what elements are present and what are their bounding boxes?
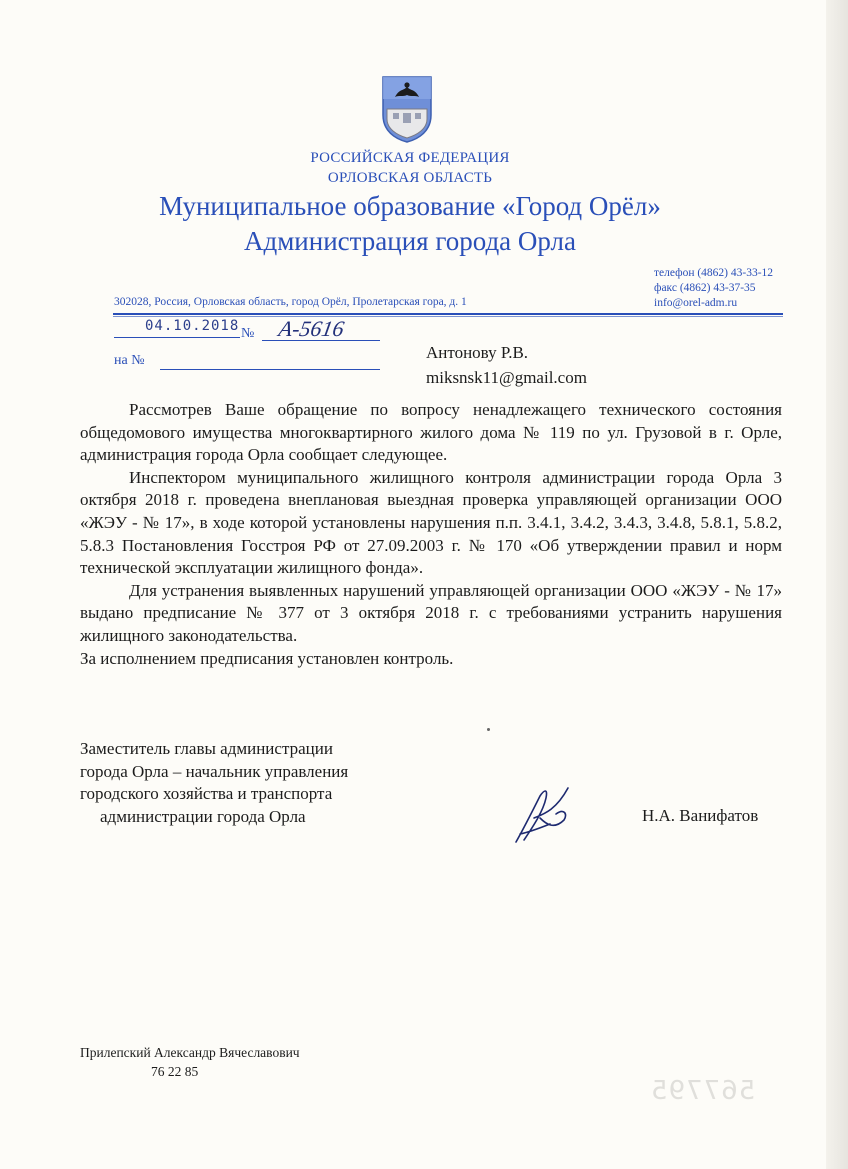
municipality-title: Муниципальное образование «Город Орёл»	[159, 191, 661, 221]
phone-line: телефон (4862) 43-33-12	[654, 267, 774, 279]
signatory-title-line: города Орла – начальник управления	[80, 761, 349, 781]
email-line: info@orel-adm.ru	[654, 297, 738, 309]
signer-name: Н.А. Ванифатов	[642, 806, 759, 825]
bleed-through-number: 567795	[650, 1076, 756, 1106]
handwritten-signature	[510, 784, 574, 846]
body-paragraph: Для устранения выявленных нарушений управляющей организации ООО «ЖЭУ - № 17» выдано предписание № 377 от 3 октября 2018 г. с требованиями устранить нарушения жилищного законодательства.	[80, 580, 782, 645]
region-line: ОРЛОВСКАЯ ОБЛАСТЬ	[327, 170, 493, 186]
paper-speck	[487, 728, 490, 731]
letter-body	[80, 399, 782, 670]
recipient-name: Антонову Р.В.	[426, 343, 529, 362]
page-edge	[826, 0, 848, 1169]
signatory-title-line: Заместитель главы администрации	[80, 739, 333, 758]
header-divider	[113, 313, 783, 315]
body-paragraph: За исполнением предписания установлен контроль.	[80, 648, 454, 668]
signatory-title	[80, 738, 348, 828]
fax-line: факс (4862) 43-37-35	[654, 282, 756, 294]
signatory-title-line: городского хозяйства и транспорта	[80, 784, 333, 804]
date-underline	[114, 337, 240, 338]
recipient-block	[426, 340, 587, 390]
reply-number-label: на №	[114, 353, 145, 368]
number-label: №	[241, 326, 255, 341]
country-line: РОССИЙСКАЯ ФЕДЕРАЦИЯ	[310, 150, 510, 166]
body-paragraph: Инспектором муниципального жилищного контроля администрации города Орла 3 октября 2018 г. проведена внеплановая выездная проверка управляющей организации ООО «ЖЭУ - № 17», в ходе которой установлены нарушения п.п. 3.4.1, 3.4.2, 3.4.3, 3.4.8, 5.8.1, 5.8.2, 5.8.3 Постановления Госстроя РФ от 27.09.2003 г. № 170 «Об утверждении правил и норм технической эксплуатации жилищного фонда».	[80, 467, 782, 578]
date-stamp: 04.10.2018	[145, 318, 240, 334]
address-line: 302028, Россия, Орловская область, город Орёл, Пролетарская гора, д. 1	[114, 296, 467, 308]
executor-block	[80, 1043, 300, 1081]
contacts-block	[654, 266, 773, 311]
executor-name: Прилепский Александр Вячеславович	[80, 1045, 300, 1060]
administration-title: Администрация города Орла	[243, 226, 577, 256]
body-paragraph: Рассмотрев Ваше обращение по вопросу ненадлежащего технического состояния общедомового имущества многоквартирного жилого дома № 119 по ул. Грузовой в г. Орле, администрация города Орла сообщает следующее.	[80, 400, 782, 465]
recipient-email: miksnsk11@gmail.com	[426, 368, 587, 387]
outgoing-number-handwritten: А-5616	[276, 316, 347, 341]
header-divider-thin	[113, 316, 783, 317]
orel-coat-of-arms-icon	[381, 73, 433, 143]
executor-phone: 76 22 85	[151, 1064, 199, 1079]
reply-number-underline	[160, 369, 380, 370]
signatory-title-line: администрации города Орла	[100, 806, 306, 826]
